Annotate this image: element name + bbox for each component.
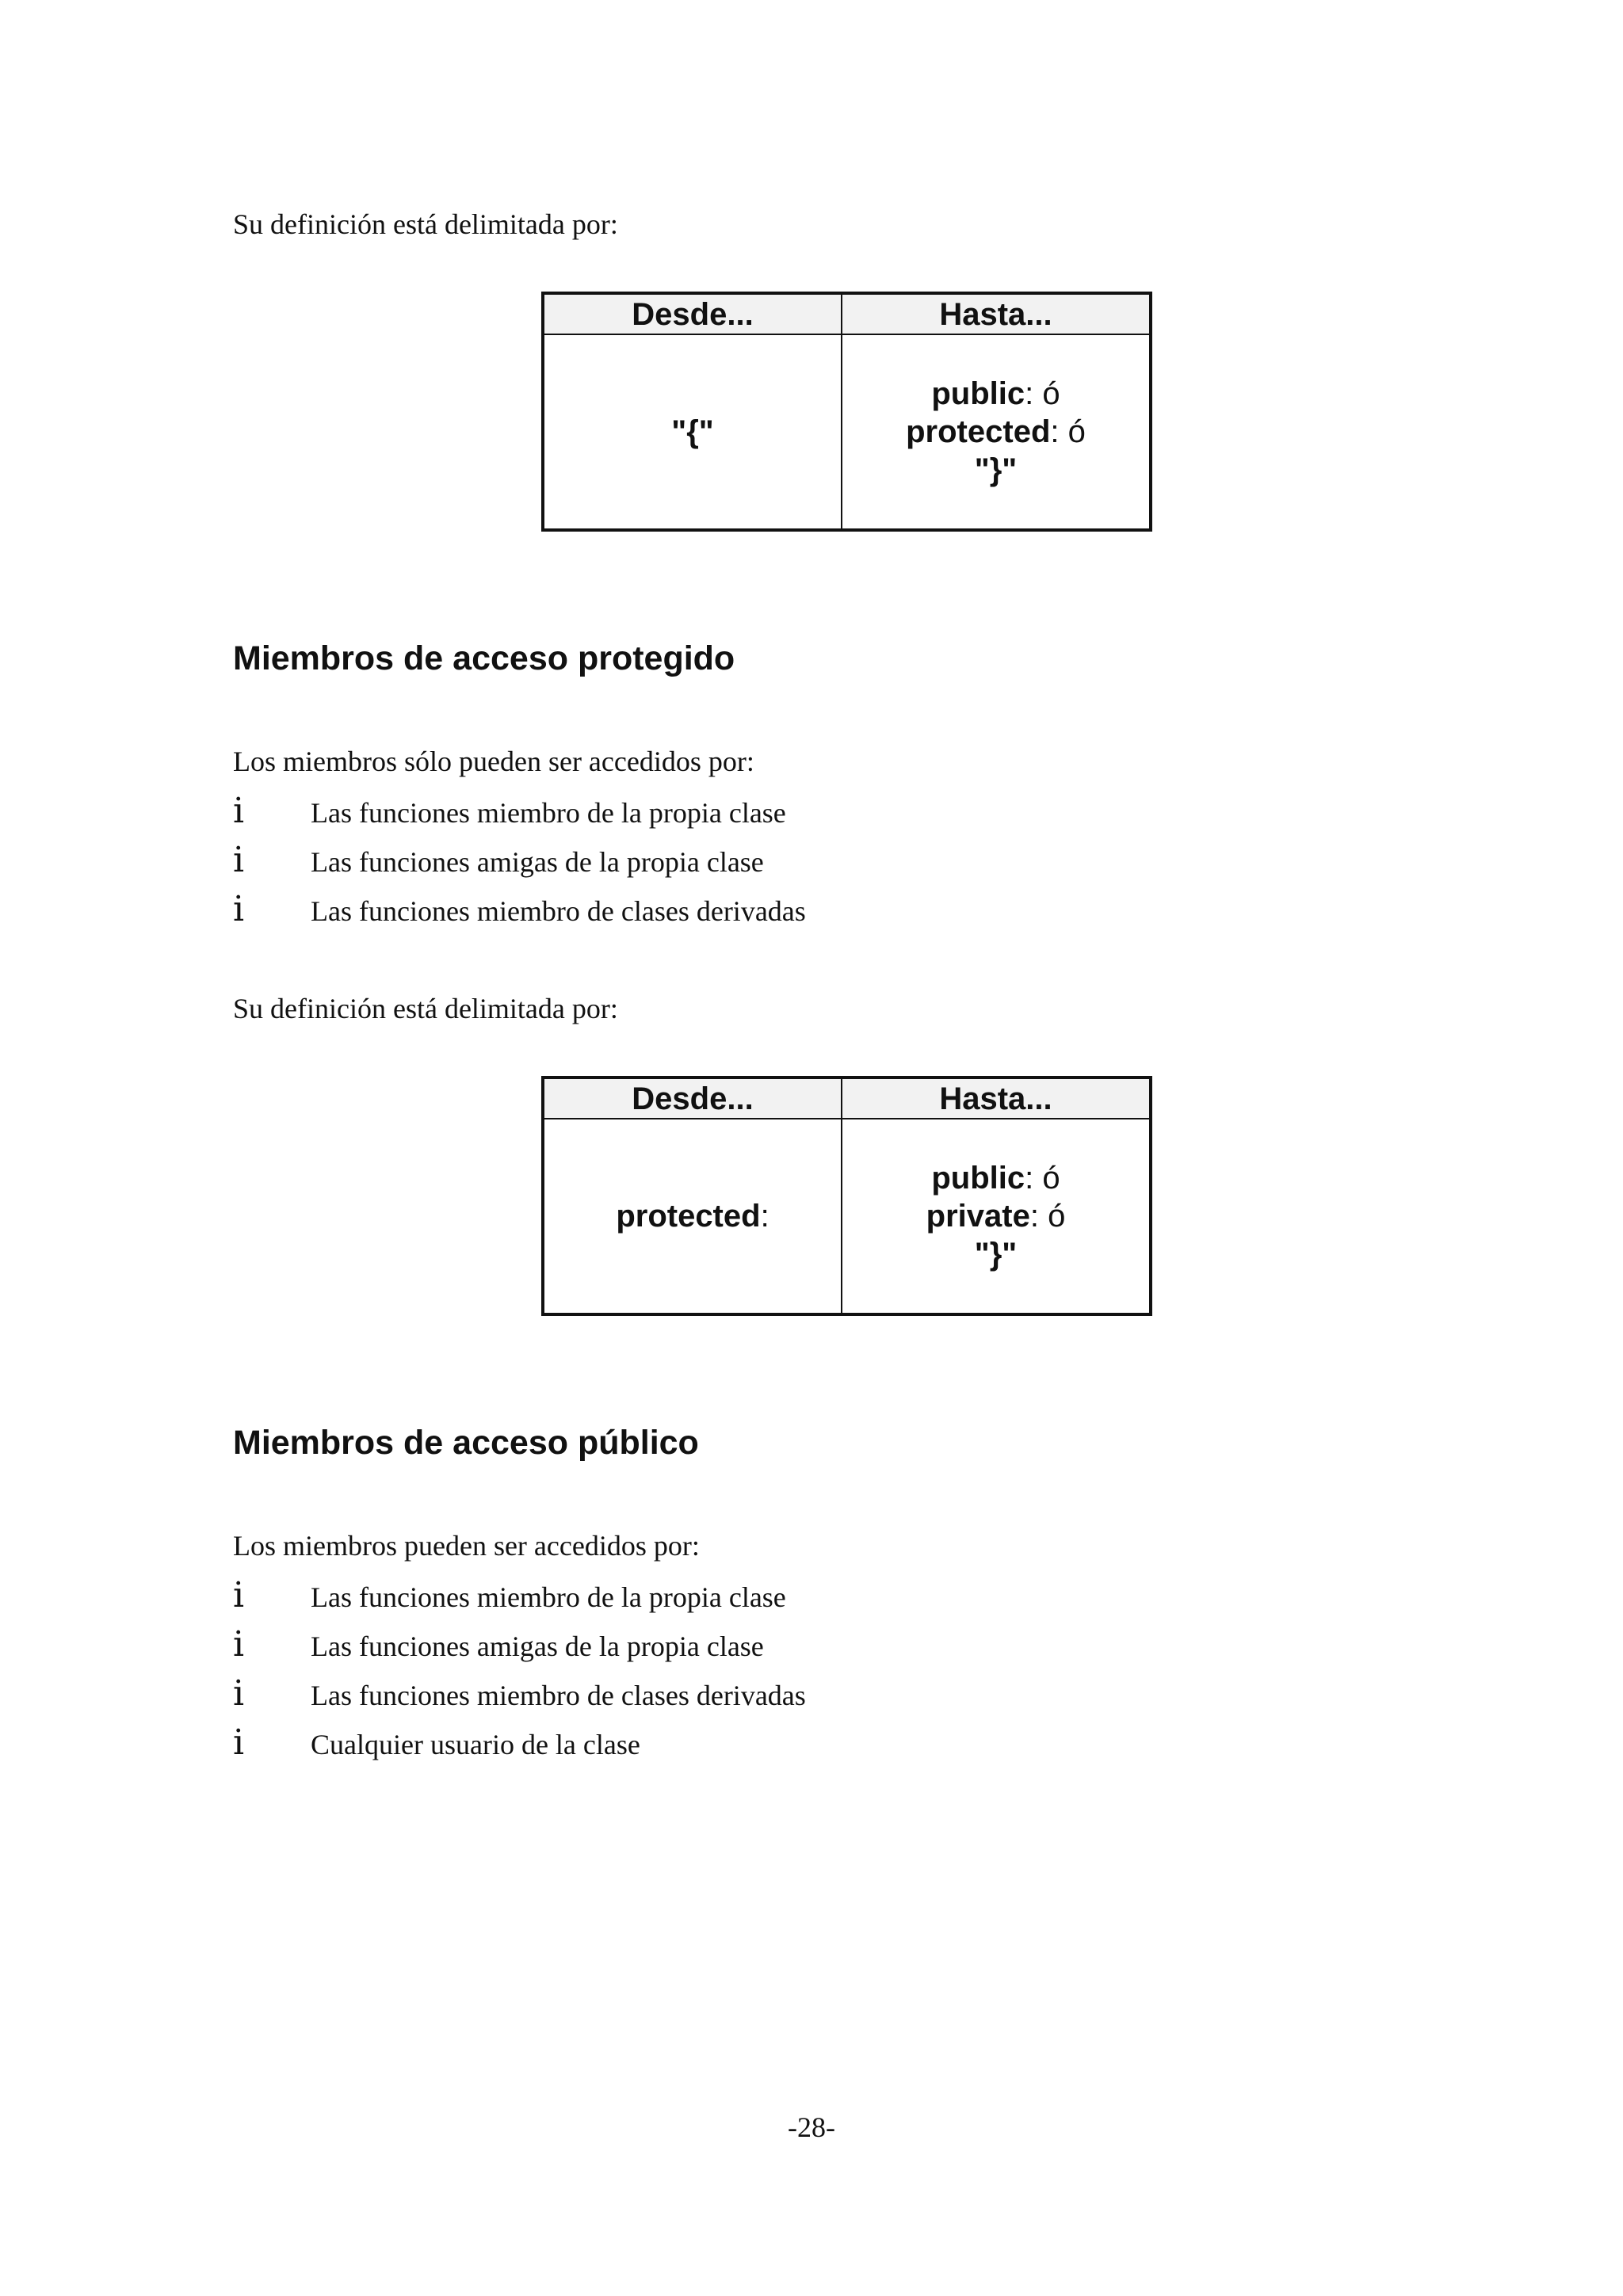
lead-text: Los miembros pueden ser accedidos por: [233, 1530, 700, 1562]
table-header-to: Hasta... [842, 1077, 1151, 1119]
list-item [233, 1575, 806, 1624]
list-item-text: Las funciones amigas de la propia clase [311, 846, 764, 878]
cell-text: : ó [1029, 1199, 1066, 1234]
intro-text: Su definición está delimitada por: [233, 993, 618, 1024]
list-item [233, 889, 806, 938]
list-item-text: Las funciones miembro de clases derivadas [311, 895, 806, 927]
table-header-to: Hasta... [842, 293, 1151, 334]
table-cell-from [543, 1119, 842, 1314]
list-item-text: Las funciones miembro de clases derivadas [311, 1680, 806, 1711]
bullet-list [233, 791, 806, 938]
bullet-icon: i [233, 1722, 245, 1763]
keyword: private [926, 1199, 1030, 1234]
lead-text: Los miembros sólo pueden ser accedidos por: [233, 746, 754, 777]
list-item-text: Cualquier usuario de la clase [311, 1729, 640, 1760]
table-header-from: Desde... [543, 293, 842, 334]
keyword: protected [906, 414, 1051, 449]
delimiter-table [541, 292, 1152, 532]
list-item [233, 1722, 806, 1772]
list-item [233, 1624, 806, 1673]
delimiter-table [541, 1076, 1152, 1316]
cell-text: "}" [974, 452, 1018, 487]
bullet-icon: i [233, 1624, 245, 1665]
bullet-icon: i [233, 1673, 245, 1714]
bullet-list [233, 1575, 806, 1772]
section-heading: Miembros de acceso público [233, 1424, 699, 1462]
bullet-icon: i [233, 791, 245, 831]
keyword: public [931, 1161, 1025, 1196]
keyword: public [931, 376, 1025, 411]
section-heading: Miembros de acceso protegido [233, 639, 735, 677]
list-item-text: Las funciones miembro de la propia clase [311, 797, 786, 829]
cell-text: : ó [1050, 414, 1086, 449]
list-item [233, 840, 806, 889]
list-item-text: Las funciones miembro de la propia clase [311, 1581, 786, 1613]
bullet-icon: i [233, 889, 245, 929]
intro-text: Su definición está delimitada por: [233, 208, 618, 240]
cell-text: : [760, 1199, 769, 1234]
list-item-text: Las funciones amigas de la propia clase [311, 1630, 764, 1662]
table-cell-to [842, 1119, 1151, 1314]
cell-text: "{" [671, 414, 714, 449]
cell-text: "}" [974, 1237, 1018, 1272]
list-item [233, 1673, 806, 1722]
bullet-icon: i [233, 840, 245, 880]
cell-text: : ó [1025, 1161, 1060, 1196]
page-number: -28- [788, 2111, 835, 2143]
list-item [233, 791, 806, 840]
table-cell-from [543, 334, 842, 530]
keyword: protected [616, 1199, 761, 1234]
table-header-from: Desde... [543, 1077, 842, 1119]
table-cell-to [842, 334, 1151, 530]
cell-text: : ó [1025, 376, 1060, 411]
bullet-icon: i [233, 1575, 245, 1615]
